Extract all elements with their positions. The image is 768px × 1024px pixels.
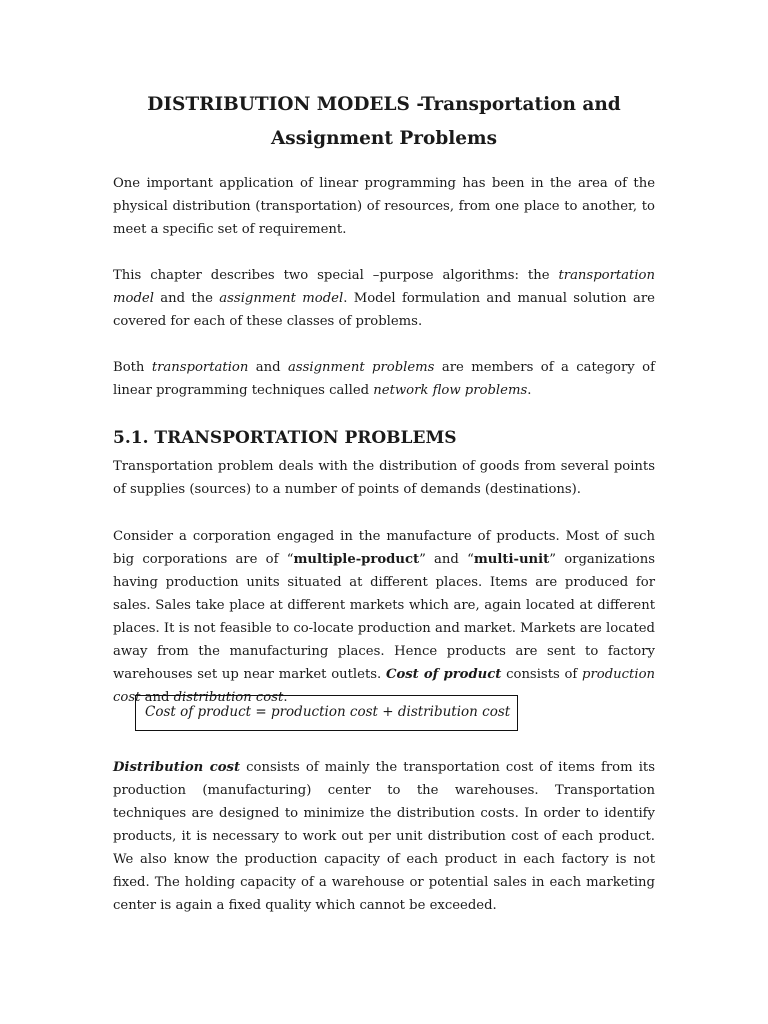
text-span: .: [283, 690, 288, 705]
emphasis-assignment-problems: assignment problems: [287, 360, 435, 375]
bold-multiple-product: multiple-product: [293, 552, 420, 567]
emphasis-assignment-model: assignment model: [219, 291, 344, 306]
emphasis-network-flow-problems: network flow problems: [373, 383, 528, 398]
bold-multi-unit: multi-unit: [473, 552, 550, 567]
emphasis-distribution-cost-heading: Distribution cost: [113, 760, 241, 775]
emphasis-transportation-model: transportation model: [113, 268, 655, 306]
document-title-line-1: DISTRIBUTION MODELS -Transportation and: [147, 94, 621, 115]
emphasis-cost-of-product: Cost of product: [385, 667, 502, 682]
text-span: consists of: [501, 667, 583, 682]
intro-paragraph: One important application of linear programming has been in the area of the physical distribution (transportation) of resources, from one place to another, to meet a specific set of requirement.: [113, 176, 655, 237]
corporation-paragraph: [113, 525, 655, 709]
text-span: Consider a corporation engaged in the manufacture of products. Most of such big corporations are of “: [113, 529, 655, 567]
emphasis-distribution-cost: distribution cost: [173, 690, 284, 705]
text-span: ” organizations having production units situated at different places. Items are produced for sales. Sales take place at different markets which are, again located at different places. It is not feasible to co-locate production and market. Markets are located away from the manufacturing places. Hence products are sent to factory warehouses set up near market outlets.: [113, 552, 655, 682]
transportation-definition-paragraph: Transportation problem deals with the distribution of goods from several points of supplies (sources) to a number of points of demands (destinations).: [113, 459, 655, 497]
text-span: ” and “: [419, 552, 474, 567]
section-heading: 5.1. TRANSPORTATION PROBLEMS: [113, 428, 457, 448]
text-span: and: [248, 360, 288, 375]
text-span: consists of mainly the transportation cost of items from its production (manufacturing) center to the warehouses. Transportation techniques are designed to minimize the distribution costs. In order to identify products, it is necessary to work out per unit distribution cost of each product. We also know the production capacity of each product in each factory is not fixed. The holding capacity of a warehouse or potential sales in each marketing center is again a fixed quality which cannot be exceeded.: [113, 760, 655, 913]
emphasis-transportation: transportation: [151, 360, 249, 375]
text-span: and the: [153, 291, 220, 306]
text-span: This chapter describes two special –purpose algorithms: the: [113, 268, 559, 283]
chapter-description-paragraph: [113, 264, 655, 333]
text-span: Both: [113, 360, 152, 375]
document-title-line-2: Assignment Problems: [270, 128, 498, 149]
text-span: are members of a category of linear programming techniques called: [113, 360, 655, 398]
formula-box: Cost of product = production cost + distribution cost: [135, 695, 518, 731]
text-span: .: [527, 383, 532, 398]
emphasis-production-cost: production cost: [113, 667, 656, 705]
text-span: . Model formulation and manual solution are covered for each of these classes of problems.: [113, 291, 655, 329]
distribution-cost-paragraph: [113, 756, 655, 917]
network-flow-paragraph: [113, 356, 655, 402]
text-span: and: [140, 690, 174, 705]
